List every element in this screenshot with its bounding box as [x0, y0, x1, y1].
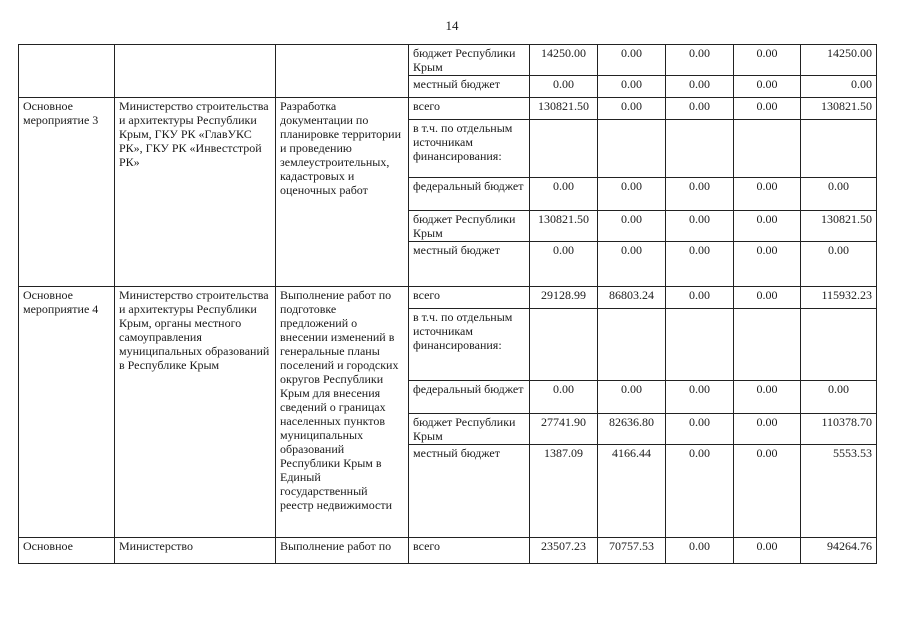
value-cell: 0.00: [598, 76, 666, 98]
source-cell: всего: [409, 98, 530, 120]
value-cell: 0.00: [666, 76, 734, 98]
source-cell: всего: [409, 538, 530, 564]
value-cell: 0.00: [734, 445, 801, 538]
value-cell: 110378.70: [801, 414, 877, 445]
value-cell: 0.00: [734, 414, 801, 445]
value-cell: 0.00: [734, 242, 801, 287]
value-cell: 0.00: [734, 211, 801, 242]
value-cell: 0.00: [666, 414, 734, 445]
value-cell: 0.00: [530, 76, 598, 98]
source-cell: бюджет Республики Крым: [409, 45, 530, 76]
value-cell: 1387.09: [530, 445, 598, 538]
value-cell: 0.00: [734, 381, 801, 414]
value-cell: 0.00: [801, 242, 877, 287]
value-cell: 115932.23: [801, 287, 877, 309]
activity-executors: Министерство строительства и архитектуры Республики Крым, ГКУ РК «ГлавУКС РК», ГКУ РК «Инвестстрой РК»: [115, 98, 276, 287]
activity-description: Выполнение работ по подготовке предложений о внесении изменений в генеральные планы поселений и городских округов Республики Крым для внесения сведений о границах населенных пунктов муниципальных образований Республики Крым в Единый государственный реестр недвижимости: [276, 287, 409, 538]
value-cell: 0.00: [598, 178, 666, 211]
value-cell: 0.00: [666, 211, 734, 242]
value-cell: 0.00: [666, 242, 734, 287]
activity-executors: Министерство строительства и архитектуры Республики Крым, органы местного самоуправления муниципальных образований в Республике Крым: [115, 287, 276, 538]
value-cell: 0.00: [530, 381, 598, 414]
value-cell: 0.00: [666, 98, 734, 120]
value-cell: 0.00: [666, 287, 734, 309]
value-cell: 0.00: [734, 538, 801, 564]
value-cell: 14250.00: [530, 45, 598, 76]
value-cell: 70757.53: [598, 538, 666, 564]
empty-cell: [276, 45, 409, 98]
source-cell: в т.ч. по отдельным источникам финансирования:: [409, 309, 530, 381]
activity-description: Выполнение работ по: [276, 538, 409, 564]
source-cell: всего: [409, 287, 530, 309]
table-row: [19, 98, 877, 120]
activity-name: Основное мероприятие 4: [19, 287, 115, 538]
source-cell: бюджет Республики Крым: [409, 414, 530, 445]
value-cell: 0.00: [598, 242, 666, 287]
value-cell: 5553.53: [801, 445, 877, 538]
empty-cell: [115, 45, 276, 98]
empty-cell: [19, 45, 115, 98]
value-cell: 0.00: [801, 76, 877, 98]
value-cell: 94264.76: [801, 538, 877, 564]
value-cell: 29128.99: [530, 287, 598, 309]
value-cell: 0.00: [598, 98, 666, 120]
value-cell: 0.00: [530, 242, 598, 287]
value-cell: 14250.00: [801, 45, 877, 76]
value-cell: 130821.50: [530, 98, 598, 120]
value-cell: 4166.44: [598, 445, 666, 538]
value-cell: 82636.80: [598, 414, 666, 445]
value-cell: 0.00: [734, 98, 801, 120]
value-cell: 0.00: [530, 178, 598, 211]
value-cell: 130821.50: [801, 98, 877, 120]
value-cell: 0.00: [801, 178, 877, 211]
value-cell: 0.00: [598, 211, 666, 242]
value-cell: 0.00: [734, 45, 801, 76]
value-cell: 0.00: [666, 178, 734, 211]
value-cell: 27741.90: [530, 414, 598, 445]
source-cell: местный бюджет: [409, 242, 530, 287]
value-cell: 130821.50: [801, 211, 877, 242]
activity-description: Разработка документации по планировке территории и проведению землеустроительных, кадастровых и оценочных работ: [276, 98, 409, 287]
source-cell: федеральный бюджет: [409, 381, 530, 414]
value-cell: 23507.23: [530, 538, 598, 564]
value-cell: 0.00: [666, 45, 734, 76]
financing-table: [18, 44, 877, 564]
value-cell: 0.00: [598, 381, 666, 414]
source-cell: местный бюджет: [409, 76, 530, 98]
value-cell: 86803.24: [598, 287, 666, 309]
value-cell: 0.00: [734, 178, 801, 211]
source-cell: бюджет Республики Крым: [409, 211, 530, 242]
table-row: [19, 45, 877, 76]
value-cell: 130821.50: [530, 211, 598, 242]
value-cell: 0.00: [734, 287, 801, 309]
page-number: 14: [445, 18, 459, 33]
value-cell: 0.00: [666, 381, 734, 414]
activity-executors: Министерство: [115, 538, 276, 564]
activity-name: Основное мероприятие 3: [19, 98, 115, 287]
value-cell: 0.00: [666, 445, 734, 538]
source-cell: федеральный бюджет: [409, 178, 530, 211]
table-row: [19, 538, 877, 564]
source-cell: местный бюджет: [409, 445, 530, 538]
value-cell: 0.00: [801, 381, 877, 414]
value-cell: 0.00: [598, 45, 666, 76]
activity-name: Основное: [19, 538, 115, 564]
value-cell: 0.00: [666, 538, 734, 564]
value-cell: 0.00: [734, 76, 801, 98]
table-row: [19, 287, 877, 309]
source-cell: в т.ч. по отдельным источникам финансирования:: [409, 120, 530, 178]
